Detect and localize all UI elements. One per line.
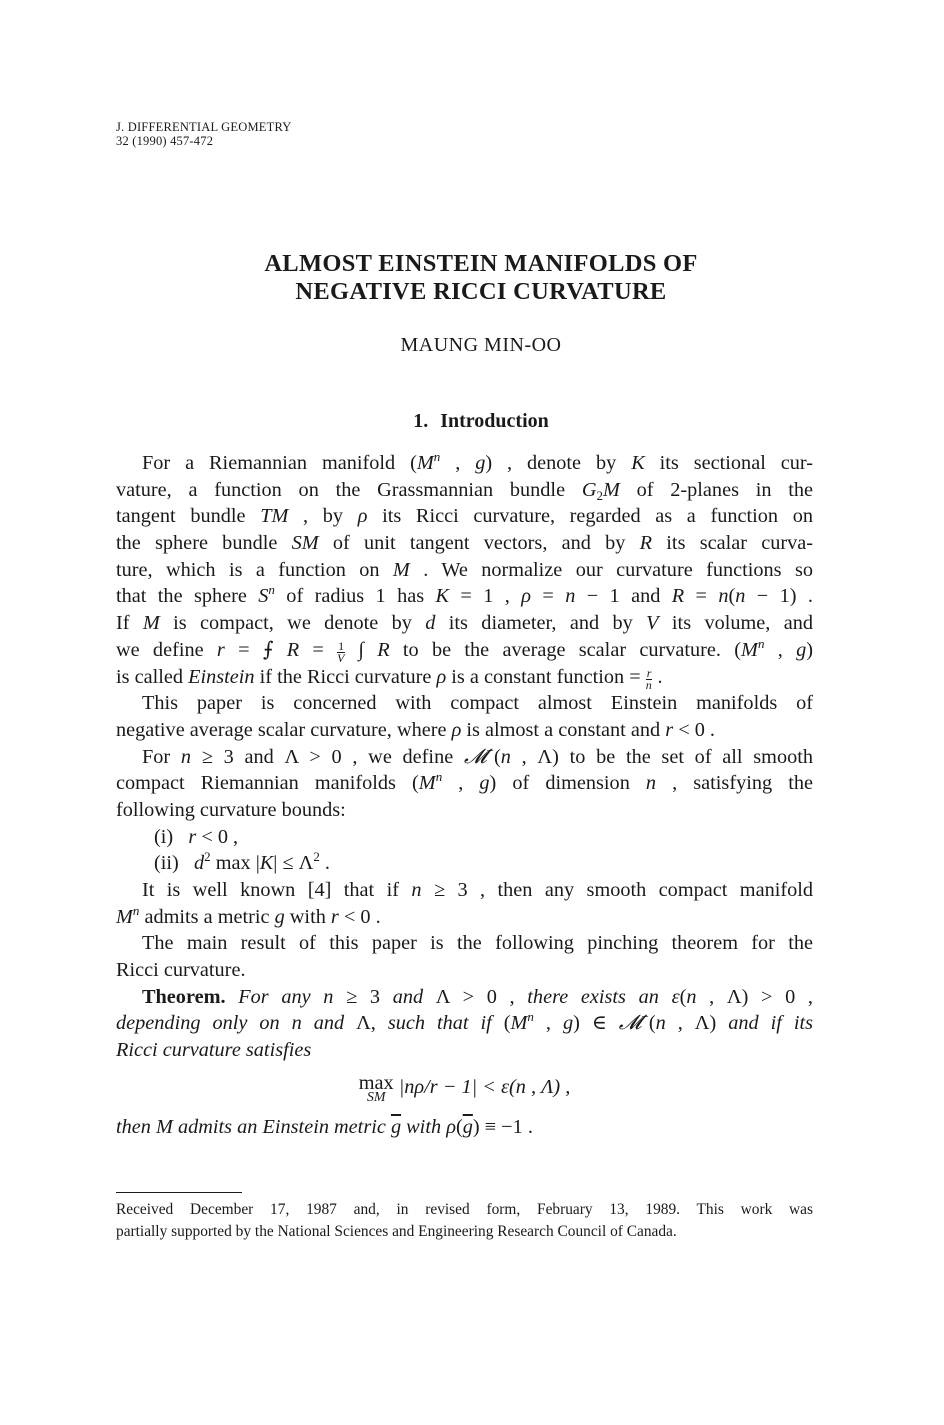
paragraph-line: compact Riemannian manifolds ($M^n$ , g) of dimension n , satisfying the [116, 769, 813, 795]
journal-issue: 32 (1990) 457-472 [116, 134, 214, 148]
section-number: 1. [413, 410, 429, 432]
footnote [116, 1199, 813, 1243]
theorem-line: then M admits an Einstein metric $\overline{g}$ with $\rho(\overline{g}) \equiv -1$ . [116, 1115, 533, 1138]
theorem-label: Theorem. [142, 985, 226, 1008]
paragraph-line: tangent bundle TM , by ρ its Ricci curvature, regarded as a function on [116, 505, 813, 528]
paragraph-line: ture, which is a function on M . We normalize our curvature functions so [116, 558, 813, 581]
footnote-divider [116, 1192, 242, 1193]
journal-name: J. DIFFERENTIAL GEOMETRY [116, 120, 292, 134]
paragraph-line: The main result of this paper is the following pinching theorem for the [142, 932, 813, 955]
section-heading [0, 410, 944, 433]
paragraph-line: If M is compact, we denote by d its diameter, and by V its volume, and [116, 612, 814, 635]
paragraph-line: For a Riemannian manifold ($M^n$ , g) , denote by K its sectional cur- [142, 449, 813, 474]
paragraph-line: following curvature bounds: [116, 798, 346, 821]
paragraph-line: For n ≥ 3 and Λ > 0 , we define 𝓜−(n , Λ) to be the set of all smooth [142, 742, 814, 768]
title-line-2: NEGATIVE RICCI CURVATURE [295, 278, 667, 305]
paragraph-line: $M^n$ admits a metric g with r < 0 . [116, 902, 381, 928]
paragraph-line: we define r = ⨍ R = $\frac{1}{V}$ ∫ R to be the average scalar curvature. ($M^n$ , g) [116, 635, 814, 665]
theorem-line: Theorem. For any n ≥ 3 and Λ > 0 , there exists an ε(n , Λ) > 0 , [142, 985, 813, 1008]
equation-expression: |nρ/r − 1| < ε(n , Λ) , [398, 1075, 571, 1098]
condition-item: (ii) $d^2$ $\max |K| \le \Lambda^2$ . [154, 849, 330, 875]
paragraph-line: the sphere bundle SM of unit tangent vectors, and by R its scalar curva- [116, 532, 814, 555]
condition-item: (i) r < 0 , [154, 825, 239, 848]
journal-header [116, 120, 292, 148]
footnote-line-1: Received December 17, 1987 and, in revised form, February 13, 1989. This work was [116, 1201, 813, 1218]
body-text [116, 450, 813, 1141]
paragraph-line: Ricci curvature. [116, 959, 246, 982]
theorem-line: Ricci curvature satisfies [116, 1039, 312, 1062]
paragraph-line: negative average scalar curvature, where ρ is almost a constant and r < 0 . [116, 718, 715, 741]
theorem-line: depending only on n and Λ, such that if ($M^n$ , g) ∈ 𝓜−(n , Λ) and if its [116, 1009, 813, 1035]
display-equation [116, 1064, 813, 1114]
footnote-line-2: partially supported by the National Sciences and Engineering Research Council of Canada. [116, 1223, 677, 1240]
title-line-1: ALMOST EINSTEIN MANIFOLDS OF [264, 250, 698, 277]
paper-title [0, 250, 944, 306]
max-operator: max SM [358, 1071, 394, 1105]
paragraph-line: vature, a function on the Grassmannian bundle $G_2M$ of 2-planes in the [116, 478, 813, 503]
section-title: Introduction [440, 410, 549, 432]
paragraph-line: is called Einstein if the Ricci curvature ρ is a constant function = $\frac{r}{n}$ . [116, 665, 663, 692]
paragraph-line: that the sphere $S^n$ of radius 1 has K = 1 , ρ = n − 1 and R = n(n − 1) . [116, 582, 813, 608]
paragraph-line: This paper is concerned with compact almost Einstein manifolds of [142, 692, 813, 715]
paragraph-line: It is well known [4] that if n ≥ 3 , then any smooth compact manifold [142, 879, 814, 901]
author-name: MAUNG MIN-OO [400, 334, 562, 356]
